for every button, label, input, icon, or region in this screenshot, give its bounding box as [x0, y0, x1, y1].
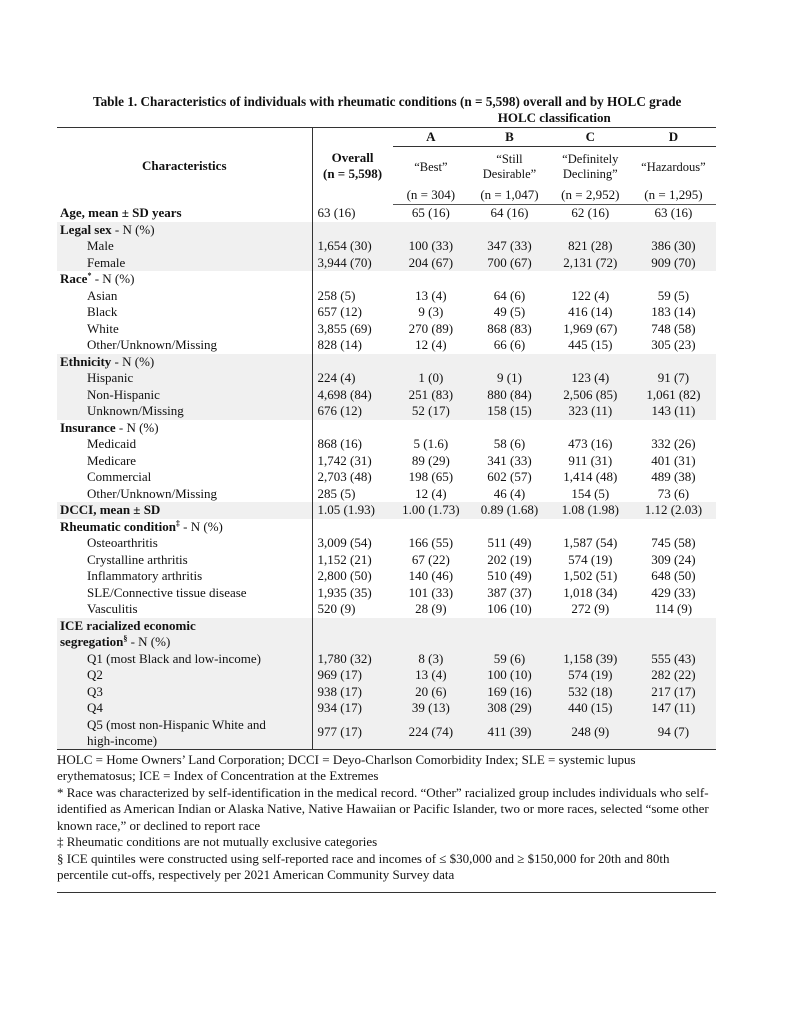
empty-cell — [469, 618, 550, 651]
grade-b-value: 169 (16) — [469, 684, 550, 701]
grade-c-value: 416 (14) — [568, 304, 613, 319]
grade-b-value: 880 (84) — [469, 387, 550, 404]
grade-c-value: 532 (18) — [550, 684, 631, 701]
grade-c-value: 2,131 (72) — [550, 255, 631, 272]
table-row — [57, 304, 716, 321]
grade-b-value: 0.89 (1.68) — [469, 502, 550, 519]
row-label: Non-Hispanic — [57, 387, 312, 404]
overall-value: 3,009 (54) — [312, 535, 392, 552]
grade-a-value: 5 (1.6) — [413, 436, 449, 451]
grade-d-value: 401 (31) — [651, 452, 696, 468]
overall-value: 3,855 (69) — [312, 321, 392, 338]
table-body — [57, 205, 716, 750]
grade-a-value: 100 (33) — [393, 238, 470, 255]
grade-d-value: 63 (16) — [654, 205, 693, 220]
grade-c-value: 1,414 (48) — [563, 469, 618, 484]
grade-a-value: 204 (67) — [393, 255, 470, 272]
grade-c-value: 440 (15) — [550, 700, 631, 717]
empty-cell — [393, 519, 470, 536]
table-row — [57, 453, 716, 470]
grade-d-value: 1,061 (82) — [631, 387, 716, 404]
grade-c-value: 574 (19) — [550, 667, 631, 684]
grade-b-value: 64 (6) — [493, 287, 526, 303]
overall-value: 1,654 (30) — [312, 238, 392, 255]
grade-d-value: 489 (38) — [651, 469, 696, 484]
grade-a-value: 166 (55) — [408, 535, 454, 550]
empty-cell — [631, 420, 716, 437]
row-label: Commercial — [87, 469, 152, 484]
grade-c-value: 1,158 (39) — [550, 651, 631, 668]
grade-d-value: 648 (50) — [651, 568, 696, 583]
grade-c-value: 323 (11) — [550, 403, 631, 420]
grade-d-value: 309 (24) — [651, 551, 696, 567]
table-row — [57, 486, 716, 503]
row-label: Female — [57, 255, 312, 272]
row-label: Q4 — [57, 700, 312, 717]
grade-c-value: 62 (16) — [571, 205, 610, 220]
group-label-text: Race — [60, 271, 88, 286]
empty-cell — [393, 222, 470, 239]
footnote-abbreviations: HOLC = Home Owners’ Land Corporation; DCCI = Deyo-Charlson Comorbidity Index; SLE = systemic lupus erythematosus; ICE = Index of Concentration at the Extremes — [57, 751, 636, 783]
group-label-text: Rheumatic condition — [60, 518, 176, 534]
group-label-text: Insurance — [60, 419, 116, 435]
table-row — [57, 321, 716, 338]
grade-d-value: 909 (70) — [631, 255, 716, 272]
grade-a-value: 1.00 (1.73) — [393, 502, 470, 519]
footnote-mark: ‡ — [175, 518, 180, 528]
row-label: Crystalline arthritis — [87, 551, 188, 567]
overall-value: 657 (12) — [312, 304, 392, 321]
grade-a-value: 12 (4) — [415, 485, 447, 501]
grade-c-value: 2,506 (85) — [550, 387, 631, 404]
grade-c-n: (n = 2,952) — [550, 187, 631, 205]
grade-d-value: 282 (22) — [631, 667, 716, 684]
grade-d-value: 555 (43) — [631, 651, 716, 668]
grade-a-value: 65 (16) — [411, 205, 450, 220]
table-row — [57, 667, 716, 684]
grade-d-header: D — [631, 128, 716, 147]
grade-a-value: 8 (3) — [393, 651, 470, 668]
overall-value: 2,800 (50) — [312, 568, 392, 585]
grade-c-value: 248 (9) — [550, 717, 631, 750]
empty-cell — [393, 420, 470, 437]
row-dcci — [57, 502, 716, 519]
grade-a-value: 251 (83) — [393, 387, 470, 404]
empty-cell — [469, 354, 550, 371]
empty-cell — [469, 420, 550, 437]
table-row — [57, 238, 716, 255]
overall-value: 520 (9) — [312, 601, 392, 618]
empty-cell — [550, 519, 631, 536]
table-row — [57, 469, 716, 486]
row-label: Medicare — [87, 452, 137, 468]
group-label-line2: segregation — [60, 634, 124, 649]
group-label — [57, 420, 312, 437]
grade-a-value: 39 (13) — [393, 700, 470, 717]
grade-d-value: 94 (7) — [631, 717, 716, 750]
grade-a-value: 198 (65) — [408, 469, 454, 484]
overall-value: 1,935 (35) — [312, 585, 392, 602]
overall-value: 224 (4) — [312, 370, 392, 387]
grade-b-value: 64 (16) — [490, 205, 529, 220]
table-row — [57, 700, 716, 717]
group-header-insurance — [57, 420, 716, 437]
overall-value: 1,742 (31) — [312, 453, 392, 470]
empty-cell — [550, 354, 631, 371]
table-row — [57, 601, 716, 618]
overall-header — [312, 128, 392, 205]
row-label: Other/Unknown/Missing — [87, 485, 217, 501]
row-label: SLE/Connective tissue disease — [87, 584, 247, 600]
empty-cell — [393, 354, 470, 371]
grade-b-value: 66 (6) — [493, 337, 526, 352]
overall-value: 2,703 (48) — [312, 469, 392, 486]
grade-a-value: 9 (3) — [418, 304, 444, 319]
empty-cell — [312, 271, 392, 288]
grade-b-value: 100 (10) — [469, 667, 550, 684]
grade-d-value: 217 (17) — [631, 684, 716, 701]
grade-c-value: 473 (16) — [568, 436, 613, 451]
grade-a-value: 13 (4) — [393, 667, 470, 684]
grade-a-value: 20 (6) — [393, 684, 470, 701]
row-label: Medicaid — [87, 436, 137, 451]
row-label: Asian — [87, 287, 118, 303]
row-age — [57, 205, 716, 222]
group-label — [57, 354, 312, 371]
overall-value: 1,152 (21) — [312, 552, 392, 569]
row-label: Hispanic — [57, 370, 312, 387]
grade-b-n: (n = 1,047) — [469, 187, 550, 205]
grade-a-value: 270 (89) — [408, 320, 454, 336]
group-label — [57, 618, 312, 651]
group-header-ice — [57, 618, 716, 651]
grade-b-desc: “Still Desirable” — [482, 152, 537, 181]
grade-c-value: 445 (15) — [568, 337, 613, 352]
group-label-text: Legal sex — [60, 221, 112, 237]
grade-d-value: 748 (58) — [651, 320, 696, 336]
overall-label: Overall — [331, 149, 374, 165]
empty-cell — [312, 519, 392, 536]
grade-b-header: B — [469, 128, 550, 147]
grade-c-value: 1,969 (67) — [563, 320, 618, 336]
empty-cell — [550, 222, 631, 239]
grade-c-value: 1,502 (51) — [563, 568, 618, 583]
group-label — [57, 271, 312, 288]
table-row — [57, 370, 716, 387]
empty-cell — [312, 222, 392, 239]
grade-a-value: 89 (29) — [411, 452, 450, 468]
grade-d-value: 143 (11) — [631, 403, 716, 420]
group-label-line1: ICE racialized economic — [60, 617, 196, 633]
table-row — [57, 387, 716, 404]
grade-a-desc: “Best” — [414, 159, 448, 174]
grade-d-n: (n = 1,295) — [631, 187, 716, 205]
overall-value: 977 (17) — [312, 717, 392, 750]
row-label: Inflammatory arthritis — [87, 568, 203, 583]
group-label-suffix: - N (%) — [127, 634, 171, 649]
grade-c-value: 911 (31) — [568, 452, 613, 468]
empty-cell — [550, 271, 631, 288]
grade-c-value: 122 (4) — [571, 287, 610, 303]
row-label: Other/Unknown/Missing — [87, 337, 217, 352]
grade-c-value: 1.08 (1.98) — [550, 502, 631, 519]
grade-b-value: 700 (67) — [469, 255, 550, 272]
group-label-suffix: - N (%) — [91, 271, 135, 286]
group-label — [57, 519, 312, 536]
grade-b-value: 202 (19) — [487, 551, 532, 567]
group-header-rheum — [57, 519, 716, 536]
overall-value: 3,944 (70) — [312, 255, 392, 272]
grade-d-value: 429 (33) — [651, 584, 696, 600]
table-row — [57, 552, 716, 569]
empty-cell — [469, 519, 550, 536]
grade-d-value: 147 (11) — [631, 700, 716, 717]
grade-a-value: 52 (17) — [393, 403, 470, 420]
grade-b-value: 347 (33) — [469, 238, 550, 255]
grade-c-value: 272 (9) — [571, 601, 610, 616]
grade-b-value: 511 (49) — [487, 535, 532, 550]
empty-cell — [631, 271, 716, 288]
grade-d-value: 91 (7) — [631, 370, 716, 387]
grade-b-value: 58 (6) — [493, 436, 526, 451]
row-label: Osteoarthritis — [87, 535, 158, 550]
group-label-suffix: - N (%) — [179, 518, 223, 534]
empty-cell — [393, 618, 470, 651]
row-label: White — [87, 320, 119, 336]
group-header-race — [57, 271, 716, 288]
grade-d-value: 183 (14) — [651, 304, 696, 319]
grade-c-value: 1,587 (54) — [563, 535, 618, 550]
row-label: Age, mean ± SD years — [60, 204, 182, 220]
grade-b-value: 308 (29) — [469, 700, 550, 717]
overall-value: 4,698 (84) — [312, 387, 392, 404]
overall-value: 938 (17) — [312, 684, 392, 701]
grade-d-value: 114 (9) — [654, 601, 693, 616]
empty-cell — [312, 618, 392, 651]
grade-a-value: 224 (74) — [393, 717, 470, 750]
table-row — [57, 255, 716, 272]
table-row — [57, 651, 716, 668]
grade-d-value: 73 (6) — [657, 485, 690, 501]
table-row — [57, 568, 716, 585]
table-row — [57, 337, 716, 354]
footnote-rheumatic: ‡ Rheumatic conditions are not mutually exclusive categories — [57, 834, 378, 849]
grade-a-value: 101 (33) — [408, 584, 454, 600]
holc-classification-header: HOLC classification — [497, 110, 611, 125]
table-row — [57, 403, 716, 420]
row-label: Q2 — [57, 667, 312, 684]
grade-d-value: 59 (5) — [657, 287, 690, 303]
table-container — [57, 94, 716, 893]
grade-a-value: 12 (4) — [415, 337, 447, 352]
overall-value: 969 (17) — [312, 667, 392, 684]
grade-b-value: 46 (4) — [493, 485, 526, 501]
grade-b-value: 106 (10) — [487, 601, 532, 616]
group-header-sex — [57, 222, 716, 239]
grade-c-value: 821 (28) — [550, 238, 631, 255]
group-label-suffix: - N (%) — [115, 419, 159, 435]
grade-b-value: 59 (6) — [469, 651, 550, 668]
table-row — [57, 535, 716, 552]
grade-a-header: A — [393, 128, 470, 147]
grade-d-desc: “Hazardous” — [641, 159, 706, 174]
grade-b-value: 411 (39) — [469, 717, 550, 750]
group-label-suffix: - N (%) — [111, 353, 155, 369]
grade-a-value: 1 (0) — [393, 370, 470, 387]
overall-value: 258 (5) — [312, 288, 392, 305]
grade-d-value: 1.12 (2.03) — [631, 502, 716, 519]
characteristics-header: Characteristics — [57, 128, 312, 205]
row-label: Male — [57, 238, 312, 255]
row-label: Q5 (most non-Hispanic White and high-income) — [57, 717, 312, 750]
characteristics-table — [57, 110, 716, 893]
empty-cell — [631, 222, 716, 239]
grade-a-value: 67 (22) — [411, 551, 450, 567]
row-label: Q1 (most Black and low-income) — [57, 651, 312, 668]
empty-cell — [469, 222, 550, 239]
grade-b-value: 158 (15) — [469, 403, 550, 420]
row-label: Vasculitis — [87, 601, 138, 616]
grade-c-value: 154 (5) — [571, 485, 610, 501]
table-row — [57, 684, 716, 701]
footnote-mark: * — [87, 271, 92, 280]
grade-a-value: 140 (46) — [408, 568, 454, 583]
grade-a-value: 13 (4) — [415, 287, 447, 303]
row-label: DCCI, mean ± SD — [57, 502, 312, 519]
overall-value: 1.05 (1.93) — [312, 502, 392, 519]
grade-b-value: 341 (33) — [487, 452, 532, 468]
empty-cell — [550, 420, 631, 437]
grade-b-value: 9 (1) — [469, 370, 550, 387]
grade-c-value: 1,018 (34) — [563, 584, 618, 600]
empty-cell — [312, 420, 392, 437]
empty-cell — [469, 271, 550, 288]
footnote-race: * Race was characterized by self-identification in the medical record. “Other” racialized group includes individuals who self-identified as American Indian or Alaska Native, Native Hawaiian or Pacific Islander, two or more races, selected “some other known race,” or declined to report race — [57, 784, 709, 833]
empty-cell — [393, 271, 470, 288]
empty-cell — [550, 618, 631, 651]
overall-n: (n = 5,598) — [323, 166, 383, 182]
grade-d-value: 305 (23) — [651, 337, 696, 352]
grade-c-desc: “Definitely Declining” — [562, 152, 619, 181]
footnote-ice: § ICE quintiles were constructed using self-reported race and incomes of ≤ $30,000 and ≥ $150,000 for 20th and 80th percentile cut-offs, respectively per 2021 American Community Survey data — [57, 850, 670, 882]
grade-b-value: 868 (83) — [487, 320, 532, 336]
group-label — [57, 222, 312, 239]
empty-cell — [631, 519, 716, 536]
grade-c-value: 123 (4) — [550, 370, 631, 387]
table-row — [57, 288, 716, 305]
footnote-mark: § — [123, 634, 128, 643]
overall-value: 1,780 (32) — [312, 651, 392, 668]
grade-a-value: 28 (9) — [415, 601, 447, 616]
row-label: Black — [87, 304, 118, 319]
grade-b-value: 49 (5) — [493, 304, 526, 319]
empty-cell — [312, 354, 392, 371]
empty-cell — [631, 354, 716, 371]
grade-a-n: (n = 304) — [393, 187, 470, 205]
overall-value: 934 (17) — [312, 700, 392, 717]
grade-d-value: 332 (26) — [651, 436, 696, 451]
overall-value: 828 (14) — [312, 337, 392, 354]
empty-cell — [631, 618, 716, 651]
grade-b-value: 602 (57) — [487, 469, 532, 484]
grade-c-header: C — [550, 128, 631, 147]
table-row — [57, 717, 716, 750]
overall-value: 285 (5) — [312, 486, 392, 503]
row-label: Unknown/Missing — [57, 403, 312, 420]
table-row — [57, 436, 716, 453]
grade-b-value: 510 (49) — [487, 568, 532, 583]
overall-value: 676 (12) — [312, 403, 392, 420]
group-label-text: Ethnicity — [60, 353, 112, 369]
group-label-suffix: - N (%) — [111, 221, 155, 237]
footnotes — [57, 749, 716, 892]
overall-value: 868 (16) — [312, 436, 392, 453]
table-row — [57, 585, 716, 602]
grade-d-value: 745 (58) — [651, 535, 696, 550]
grade-b-value: 387 (37) — [487, 584, 532, 600]
group-header-ethnicity — [57, 354, 716, 371]
grade-d-value: 386 (30) — [631, 238, 716, 255]
row-label: Q3 — [57, 684, 312, 701]
table-caption: Table 1. Characteristics of individuals with rheumatic conditions (n = 5,598) overall and by HOLC grade — [93, 94, 682, 109]
overall-value: 63 (16) — [312, 205, 392, 222]
grade-c-value: 574 (19) — [568, 551, 613, 567]
